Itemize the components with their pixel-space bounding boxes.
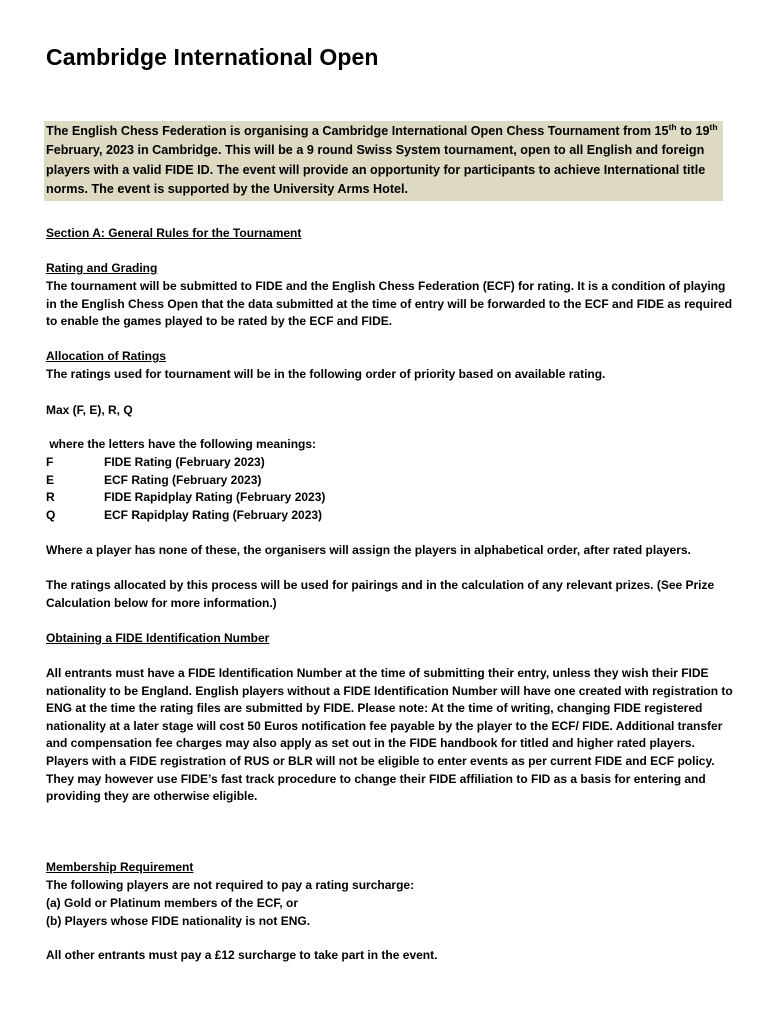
membership-intro: The following players are not required to pay a rating surcharge: [46,878,415,892]
rating-text: The tournament will be submitted to FIDE and the English Chess Federation (ECF) for rating. It is a condition of playing in the English Chess Open that the data submitted at the time of entry will be forwarded to the ECF and FIDE as required to enable the games played to be rated by the ECF and FIDE. [46,279,733,329]
allocation-text: The ratings used for tournament will be in the following order of priority based on available rating. [46,367,606,381]
meaning-row [46,489,736,507]
meaning-value: FIDE Rating (February 2023) [104,455,265,469]
intro-text-3: February, 2023 in Cambridge. This will be a 9 round Swiss System tournament, open to all English and foreign players with a valid FIDE ID. The event will provide an opportunity for participants to achieve International title norms. The event is supported by the University Arms Hotel. [46,143,706,196]
meaning-key: R [46,490,55,505]
intro-text-1: The English Chess Federation is organising a Cambridge International Open Chess Tournament from 15 [46,124,669,138]
allocation-formula: Max (F, E), R, Q [46,403,133,417]
meaning-value: ECF Rating (February 2023) [104,472,262,487]
meaning-row [46,454,736,472]
surcharge-text: All other entrants must pay a £12 surcharge to take part in the event. [46,948,438,962]
membership-item-a: (a) Gold or Platinum members of the ECF, or [46,896,299,910]
meaning-key: F [46,455,54,469]
meaning-row [46,472,736,490]
fide-id-text: All entrants must have a FIDE Identification Number at the time of submitting their entry, unless they wish their FIDE nationality to be England. English players without a FIDE Identification Number will have one created with registration to ENG at the time the rating files are submitted by FIDE. Please note: At the time of writing, changing FIDE registered nationality at a later stage will cost 50 Euros notification fee payable by the player to the ECF/ FIDE. Additional transfer and compensation fee charges may also apply as set out in the FIDE handbook for titled and higher rated players. Players with a FIDE registration of RUS or BLR will not be eligible to enter events as per current FIDE and ECF policy. They may however use FIDE’s fast track procedure to change their FIDE affiliation to FID as a basis for entering and providing they are otherwise eligible. [46,666,733,804]
ratings-usage-text: The ratings allocated by this process will be used for pairings and in the calculation of any relevant prizes. (See Prize Calculation below for more information.) [46,578,715,610]
rating-heading: Rating and Grading [46,261,158,275]
intro-sup-1: th [668,121,677,132]
meaning-value: FIDE Rapidplay Rating (February 2023) [104,490,326,505]
fide-id-heading: Obtaining a FIDE Identification Number [46,631,270,645]
intro-highlight-box [44,121,723,201]
meaning-row [46,507,736,525]
meanings-list [46,454,736,524]
section-a-heading: Section A: General Rules for the Tournament [46,226,302,240]
meaning-key: Q [46,507,56,522]
no-rating-text: Where a player has none of these, the organisers will assign the players in alphabetical order, after rated players. [46,543,691,557]
meanings-intro: where the letters have the following meanings: [46,437,317,451]
allocation-heading: Allocation of Ratings [46,349,166,363]
intro-sup-2: th [709,121,718,132]
page-title: Cambridge International Open [46,44,379,70]
intro-text-2: to 19 [676,124,710,138]
meaning-key: E [46,472,55,487]
meaning-value: ECF Rapidplay Rating (February 2023) [104,507,323,522]
membership-item-b: (b) Players whose FIDE nationality is not ENG. [46,914,311,928]
membership-heading: Membership Requirement [46,860,194,874]
